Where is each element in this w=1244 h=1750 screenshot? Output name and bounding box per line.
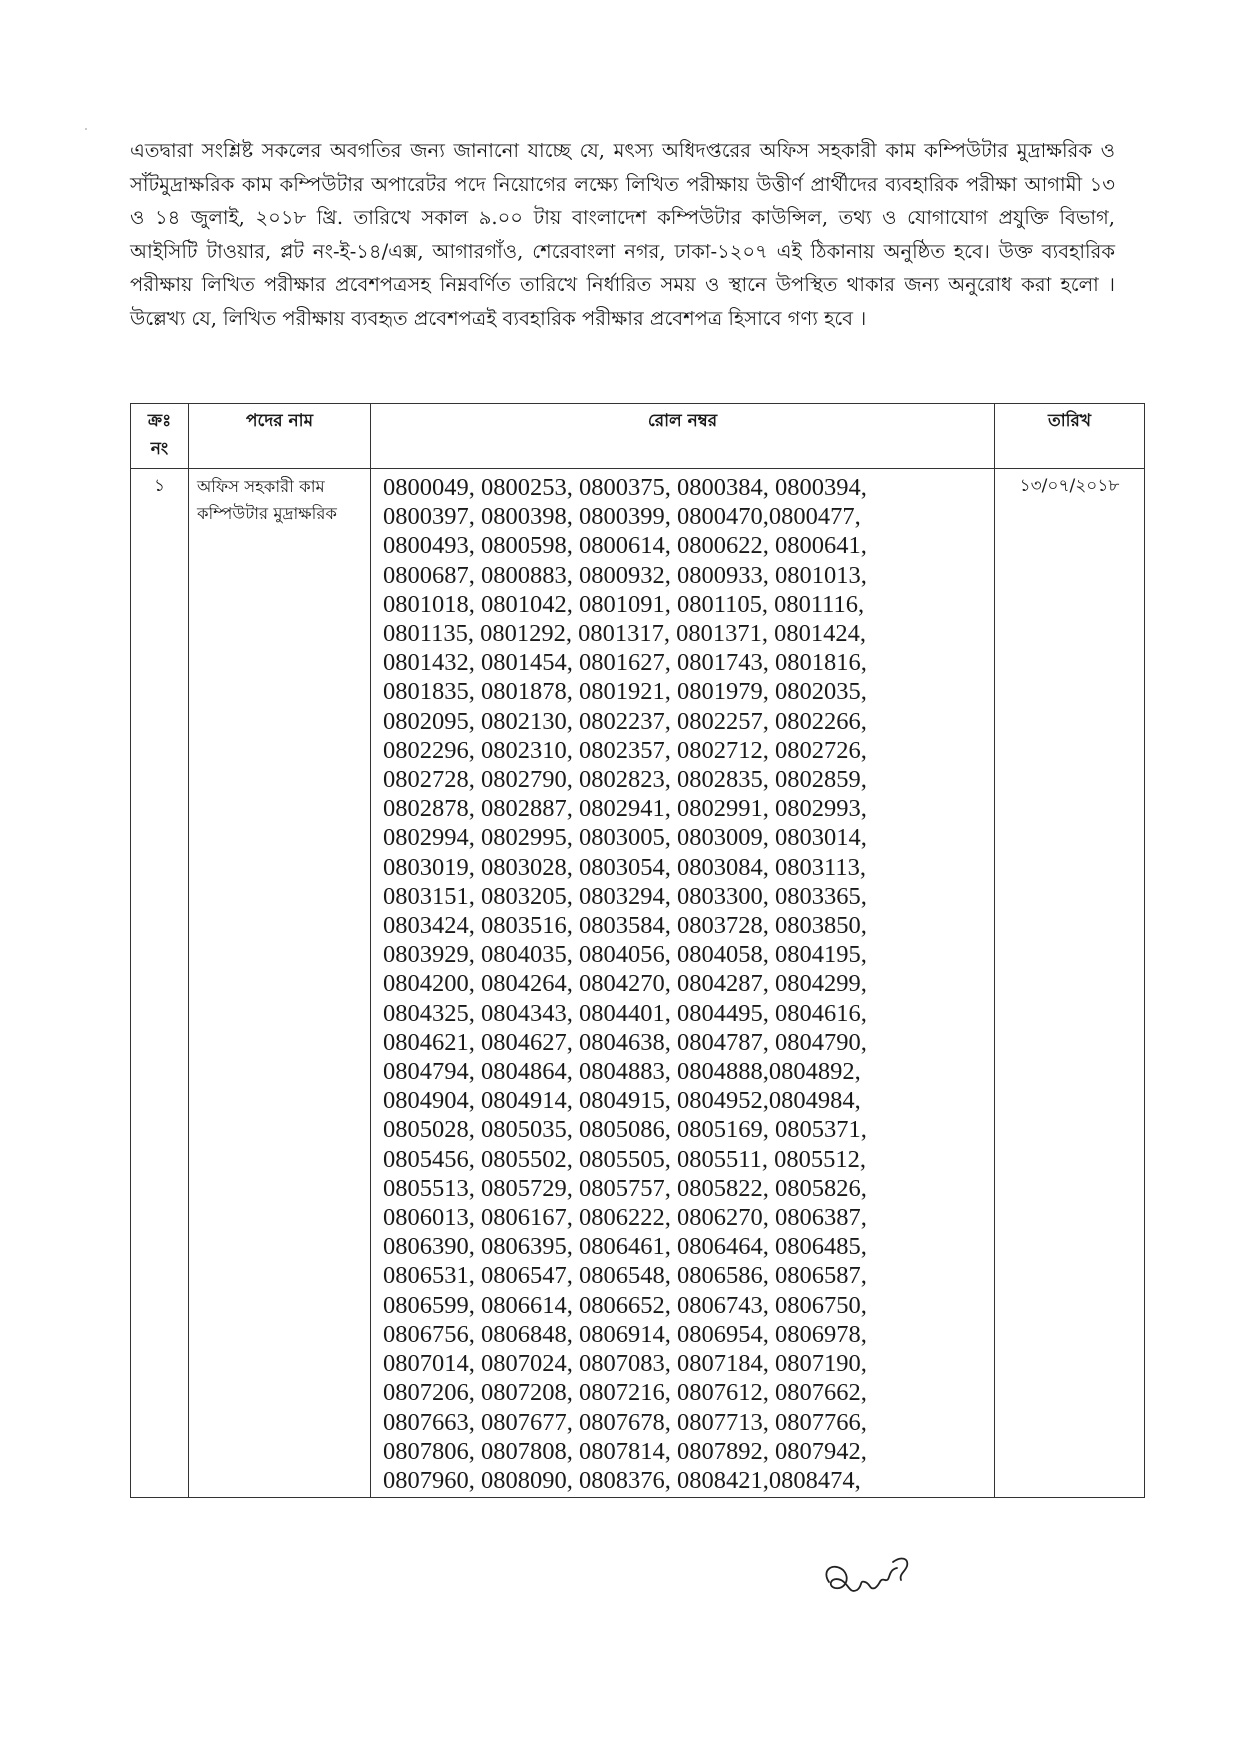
roll-line: 0805456, 0805502, 0805505, 0805511, 0805512,	[383, 1145, 866, 1173]
roll-line: 0803151, 0803205, 0803294, 0803300, 0803365,	[383, 882, 867, 910]
roll-line: 0802994, 0802995, 0803005, 0803009, 0803014,	[383, 824, 867, 852]
roll-line: 0807806, 0807808, 0807814, 0807892, 0807942,	[383, 1437, 867, 1465]
header-date: তারিখ	[995, 404, 1145, 469]
signature-mark	[815, 1540, 935, 1610]
roll-line: 0802728, 0802790, 0802823, 0802835, 0802859,	[383, 766, 867, 794]
header-post-name: পদের নাম	[189, 404, 371, 469]
roll-line: 0800687, 0800883, 0800932, 0800933, 0801013,	[383, 561, 867, 589]
roll-line: 0803019, 0803028, 0803054, 0803084, 0803113,	[383, 853, 866, 881]
header-serial: ক্রঃ নং	[131, 404, 189, 469]
roll-line: 0804200, 0804264, 0804270, 0804287, 0804299,	[383, 970, 867, 998]
roll-line: 0801018, 0801042, 0801091, 0801105, 0801116,	[383, 590, 865, 618]
header-roll-number: রোল নম্বর	[371, 404, 995, 469]
roll-number-table	[130, 403, 1145, 1498]
roll-line: 0807206, 0807208, 0807216, 0807612, 0807662,	[383, 1379, 867, 1407]
roll-line: 0806599, 0806614, 0806652, 0806743, 0806750,	[383, 1291, 867, 1319]
roll-line: 0802095, 0802130, 0802237, 0802257, 0802266,	[383, 707, 867, 735]
roll-line: 0805513, 0805729, 0805757, 0805822, 0805826,	[383, 1174, 867, 1202]
roll-line: 0801432, 0801454, 0801627, 0801743, 0801816,	[383, 649, 867, 677]
scan-speck	[85, 128, 87, 130]
roll-line: 0801835, 0801878, 0801921, 0801979, 0802035,	[383, 678, 867, 706]
roll-line: 0807663, 0807677, 0807678, 0807713, 0807766,	[383, 1408, 867, 1436]
roll-line: 0800049, 0800253, 0800375, 0800384, 0800394,	[383, 474, 867, 501]
roll-line: 0803929, 0804035, 0804056, 0804058, 0804195,	[383, 941, 867, 969]
roll-line: 0804325, 0804343, 0804401, 0804495, 0804616,	[383, 999, 867, 1027]
roll-line: 0802878, 0802887, 0802941, 0802991, 0802993,	[383, 795, 867, 823]
row-post-name: অফিস সহকারী কাম কম্পিউটার মুদ্রাক্ষরিক	[189, 469, 371, 1498]
roll-line: 0804794, 0804864, 0804883, 0804888,0804892,	[383, 1058, 861, 1086]
roll-line: 0805028, 0805035, 0805086, 0805169, 0805371,	[383, 1116, 867, 1144]
roll-line: 0806013, 0806167, 0806222, 0806270, 0806387,	[383, 1204, 867, 1232]
roll-line: 0804904, 0804914, 0804915, 0804952,0804984,	[383, 1087, 861, 1115]
roll-line: 0806390, 0806395, 0806461, 0806464, 0806485,	[383, 1233, 867, 1261]
roll-line: 0806756, 0806848, 0806914, 0806954, 0806978,	[383, 1320, 867, 1348]
roll-line: 0804621, 0804627, 0804638, 0804787, 0804790,	[383, 1028, 867, 1056]
roll-line: 0800397, 0800398, 0800399, 0800470,0800477,	[383, 503, 861, 531]
table-header-row	[131, 404, 1145, 469]
row-date: ১৩/০৭/২০১৮	[995, 469, 1145, 1498]
roll-line: 0807960, 0808090, 0808376, 0808421,0808474,	[383, 1466, 861, 1494]
roll-line: 0803424, 0803516, 0803584, 0803728, 0803850,	[383, 912, 867, 940]
notice-paragraph: এতদ্বারা সংশ্লিষ্ট সকলের অবগতির জন্য জানানো যাচ্ছে যে, মৎস্য অধিদপ্তরের অফিস সহকারী কাম কম্পিউটার মুদ্রাক্ষরিক ও সাঁটমুদ্রাক্ষরিক কাম কম্পিউটার অপারেটর পদে নিয়োগের লক্ষ্যে লিখিত পরীক্ষায় উত্তীর্ণ প্রার্থীদের ব্যবহারিক পরীক্ষা আগামী ১৩ ও ১৪ জুলাই, ২০১৮ খ্রি. তারিখে সকাল ৯.০০ টায় বাংলাদেশ কম্পিউটার কাউন্সিল, তথ্য ও যোগাযোগ প্রযুক্তি বিভাগ, আইসিটি টাওয়ার, প্লট নং-ই-১৪/এক্স, আগারগাঁও, শেরেবাংলা নগর, ঢাকা-১২০৭ এই ঠিকানায় অনুষ্ঠিত হবে। উক্ত ব্যবহারিক পরীক্ষায় লিখিত পরীক্ষার প্রবেশপত্রসহ নিম্নবর্ণিত তারিখে নির্ধারিত সময় ও স্থানে উপস্থিত থাকার জন্য অনুরোধ করা হলো । উল্লেখ্য যে, লিখিত পরীক্ষায় ব্যবহৃত প্রবেশপত্রই ব্যবহারিক পরীক্ষার প্রবেশপত্র হিসাবে গণ্য হবে ।	[130, 139, 1115, 330]
roll-line: 0807014, 0807024, 0807083, 0807184, 0807190,	[383, 1350, 867, 1378]
row-roll-numbers	[371, 469, 995, 1498]
roll-line: 0802296, 0802310, 0802357, 0802712, 0802726,	[383, 736, 867, 764]
table-row	[131, 469, 1145, 1498]
roll-line: 0806531, 0806547, 0806548, 0806586, 0806587,	[383, 1262, 867, 1290]
row-serial: ১	[131, 469, 189, 1498]
roll-line: 0801135, 0801292, 0801317, 0801371, 0801424,	[383, 620, 866, 648]
roll-line: 0800493, 0800598, 0800614, 0800622, 0800641,	[383, 532, 867, 560]
